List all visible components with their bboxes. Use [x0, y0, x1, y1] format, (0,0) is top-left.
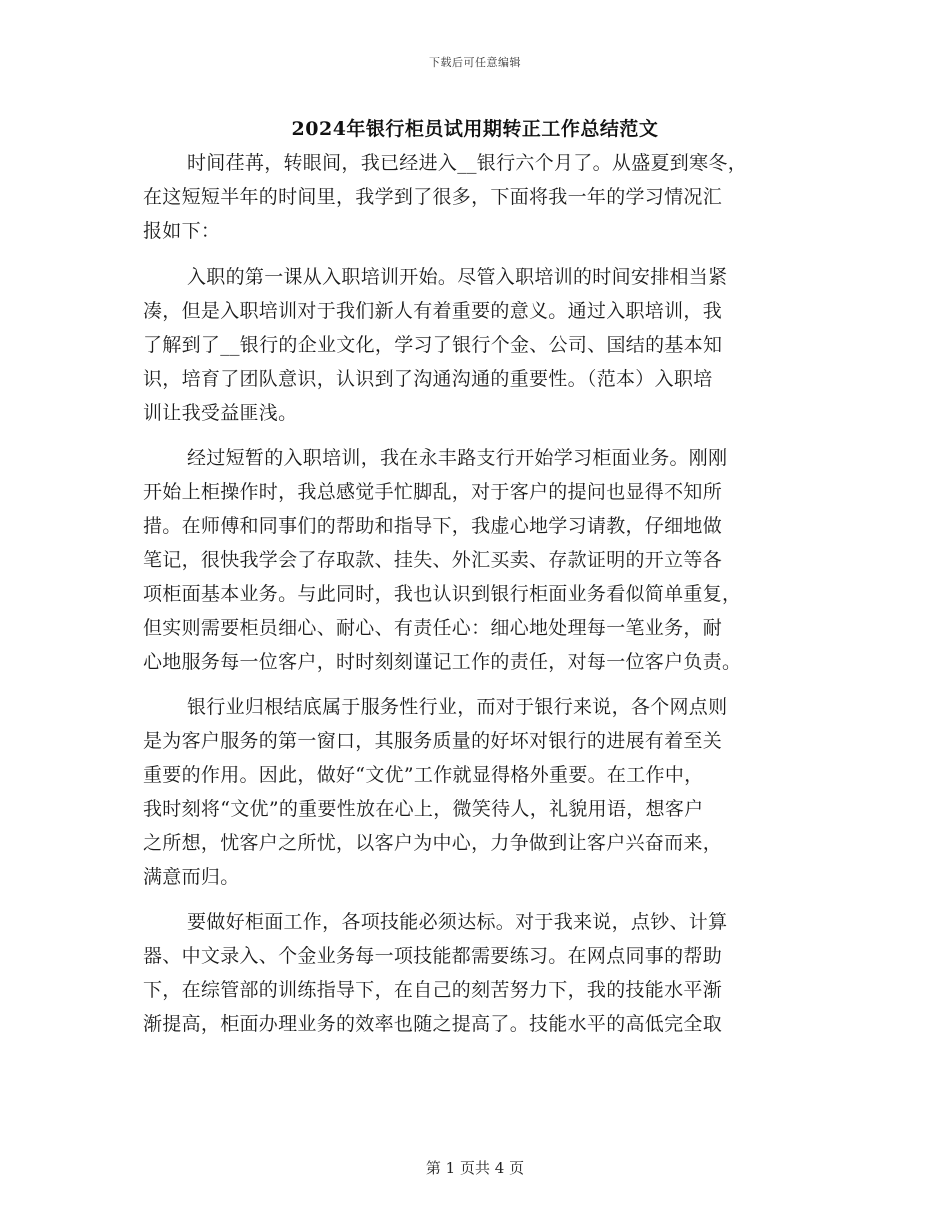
paragraph-2	[143, 260, 808, 430]
paragraph-line: 下，在综管部的训练指导下，在自己的刻苦努力下，我的技能水平渐	[143, 979, 723, 1001]
paragraph-3	[143, 441, 808, 679]
paragraph-line: 之所想，忧客户之所忧，以客户为中心，力争做到让客户兴奋而来，	[143, 832, 723, 854]
paragraph-line: 训让我受益匪浅。	[143, 402, 298, 424]
paragraph-line: 措。在师傅和同事们的帮助和指导下，我虚心地学习请教，仔细地做	[143, 515, 723, 537]
paragraph-line: 满意而归。	[143, 866, 240, 888]
page-number: 第 1 页共 4 页	[425, 1159, 525, 1177]
paragraph-line: 了解到了__银行的企业文化，学习了银行个金、公司、国结的基本知	[143, 334, 723, 356]
paragraph-line: 项柜面基本业务。与此同时，我也认识到银行柜面业务看似简单重复，	[143, 583, 742, 605]
paragraph-5	[143, 905, 808, 1041]
paragraph-line: 凑，但是入职培训对于我们新人有着重要的意义。通过入职培训，我	[143, 300, 723, 322]
paragraph-line: 报如下：	[143, 220, 221, 242]
paragraph-line: 渐提高，柜面办理业务的效率也随之提高了。技能水平的高低完全取	[143, 1013, 723, 1035]
paragraph-line: 经过短暂的入职培训，我在永丰路支行开始学习柜面业务。刚刚	[187, 447, 728, 469]
paragraph-line: 器、中文录入、个金业务每一项技能都需要练习。在网点同事的帮助	[143, 945, 723, 967]
paragraph-1	[143, 146, 808, 248]
paragraph-line: 笔记，很快我学会了存取款、挂失、外汇买卖、存款证明的开立等各	[143, 549, 723, 571]
header-note: 下载后可任意编辑	[429, 56, 521, 69]
paragraph-line: 我时刻将“文优”的重要性放在心上，微笑待人，礼貌用语，想客户	[143, 798, 704, 820]
paragraph-line: 识，培育了团队意识，认识到了沟通沟通的重要性。（范本）入职培	[143, 368, 713, 390]
paragraph-line: 心地服务每一位客户，时时刻刻谨记工作的责任，对每一位客户负责。	[143, 651, 742, 673]
paragraph-line: 开始上柜操作时，我总感觉手忙脚乱，对于客户的提问也显得不知所	[143, 481, 723, 503]
paragraph-line: 重要的作用。因此，做好“文优”工作就显得格外重要。在工作中，	[143, 764, 704, 786]
paragraph-line: 要做好柜面工作，各项技能必须达标。对于我来说，点钞、计算	[187, 911, 728, 933]
document-body	[143, 146, 808, 1041]
paragraph-line: 银行业归根结底属于服务性行业，而对于银行来说，各个网点则	[187, 696, 728, 718]
document-title: 2024年银行柜员试用期转正工作总结范文	[291, 118, 659, 140]
paragraph-line: 但实则需要柜员细心、耐心、有责任心：细心地处理每一笔业务，耐	[143, 617, 723, 639]
paragraph-line: 时间荏苒，转眼间，我已经进入__银行六个月了。从盛夏到寒冬，	[187, 152, 748, 174]
paragraph-4	[143, 690, 808, 894]
paragraph-line: 是为客户服务的第一窗口，其服务质量的好坏对银行的进展有着至关	[143, 730, 723, 752]
paragraph-line: 入职的第一课从入职培训开始。尽管入职培训的时间安排相当紧	[187, 266, 728, 288]
paragraph-line: 在这短短半年的时间里，我学到了很多，下面将我一年的学习情况汇	[143, 186, 723, 208]
